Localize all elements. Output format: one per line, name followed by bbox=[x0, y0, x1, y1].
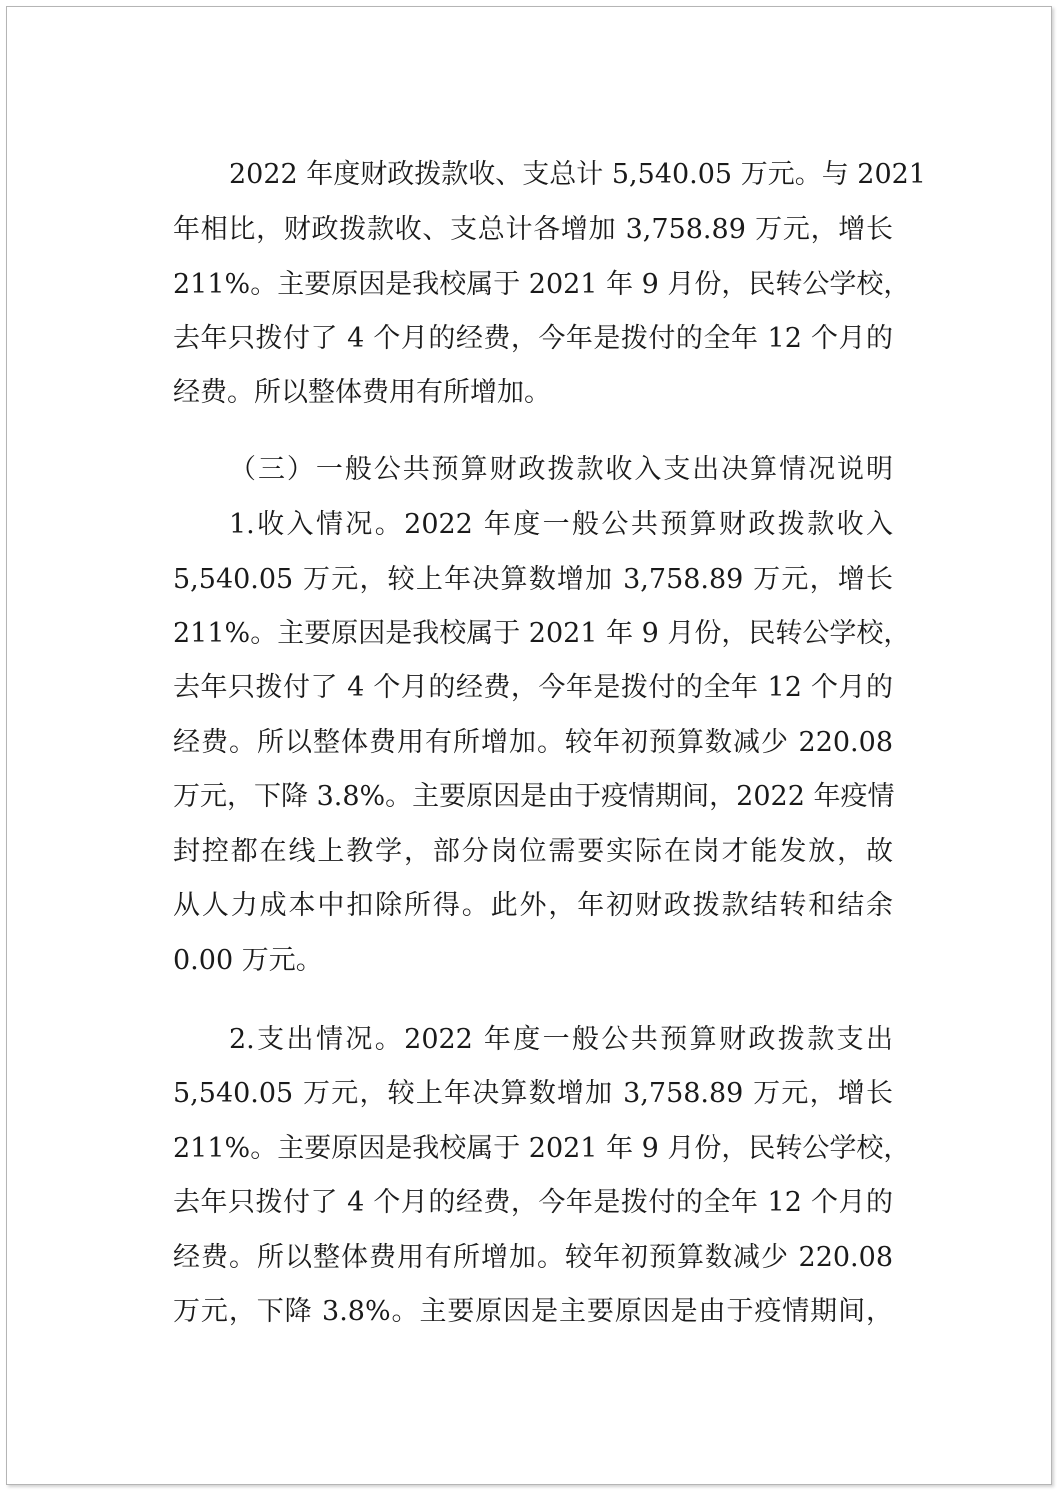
paragraph-1-line-4: 去年只拨付了 4 个月的经费，今年是拨付的全年 12 个月的 bbox=[173, 323, 893, 354]
paragraph-2-line-3: 211%。主要原因是我校属于 2021 年 9 月份，民转公学校， bbox=[173, 618, 911, 649]
paragraph-3-line-5: 经费。所以整体费用有所增加。较年初预算数减少 220.08 bbox=[173, 1242, 893, 1273]
paragraph-2-line-5: 经费。所以整体费用有所增加。较年初预算数减少 220.08 bbox=[173, 727, 893, 758]
paragraph-1-line-1: 2022 年度财政拨款收、支总计 5,540.05 万元。与 2021 bbox=[229, 159, 926, 190]
document-page bbox=[6, 6, 1052, 1485]
paragraph-2-line-1: 1.收入情况。2022 年度一般公共预算财政拨款收入 bbox=[229, 509, 893, 540]
paragraph-1-line-3: 211%。主要原因是我校属于 2021 年 9 月份，民转公学校， bbox=[173, 269, 911, 300]
paragraph-2-line-4: 去年只拨付了 4 个月的经费，今年是拨付的全年 12 个月的 bbox=[173, 672, 893, 703]
paragraph-1-line-2: 年相比，财政拨款收、支总计各增加 3,758.89 万元，增长 bbox=[173, 214, 893, 245]
paragraph-2-line-2: 5,540.05 万元，较上年决算数增加 3,758.89 万元，增长 bbox=[173, 564, 893, 595]
paragraph-3-line-6: 万元，下降 3.8%。主要原因是主要原因是由于疫情期间， bbox=[173, 1296, 893, 1327]
paragraph-3-line-1: 2.支出情况。2022 年度一般公共预算财政拨款支出 bbox=[229, 1024, 893, 1055]
paragraph-3-line-2: 5,540.05 万元，较上年决算数增加 3,758.89 万元，增长 bbox=[173, 1078, 893, 1109]
section-heading: （三）一般公共预算财政拨款收入支出决算情况说明 bbox=[229, 454, 893, 485]
paragraph-1-line-5: 经费。所以整体费用有所增加。 bbox=[173, 377, 551, 408]
paragraph-2-line-7: 封控都在线上教学，部分岗位需要实际在岗才能发放，故 bbox=[173, 836, 893, 867]
paragraph-2-line-6: 万元，下降 3.8%。主要原因是由于疫情期间，2022 年疫情 bbox=[173, 781, 895, 812]
paragraph-3-line-3: 211%。主要原因是我校属于 2021 年 9 月份，民转公学校， bbox=[173, 1133, 911, 1164]
paragraph-2-line-8: 从人力成本中扣除所得。此外，年初财政拨款结转和结余 bbox=[173, 890, 893, 921]
paragraph-2-line-9: 0.00 万元。 bbox=[173, 945, 323, 976]
paragraph-3-line-4: 去年只拨付了 4 个月的经费，今年是拨付的全年 12 个月的 bbox=[173, 1187, 893, 1218]
